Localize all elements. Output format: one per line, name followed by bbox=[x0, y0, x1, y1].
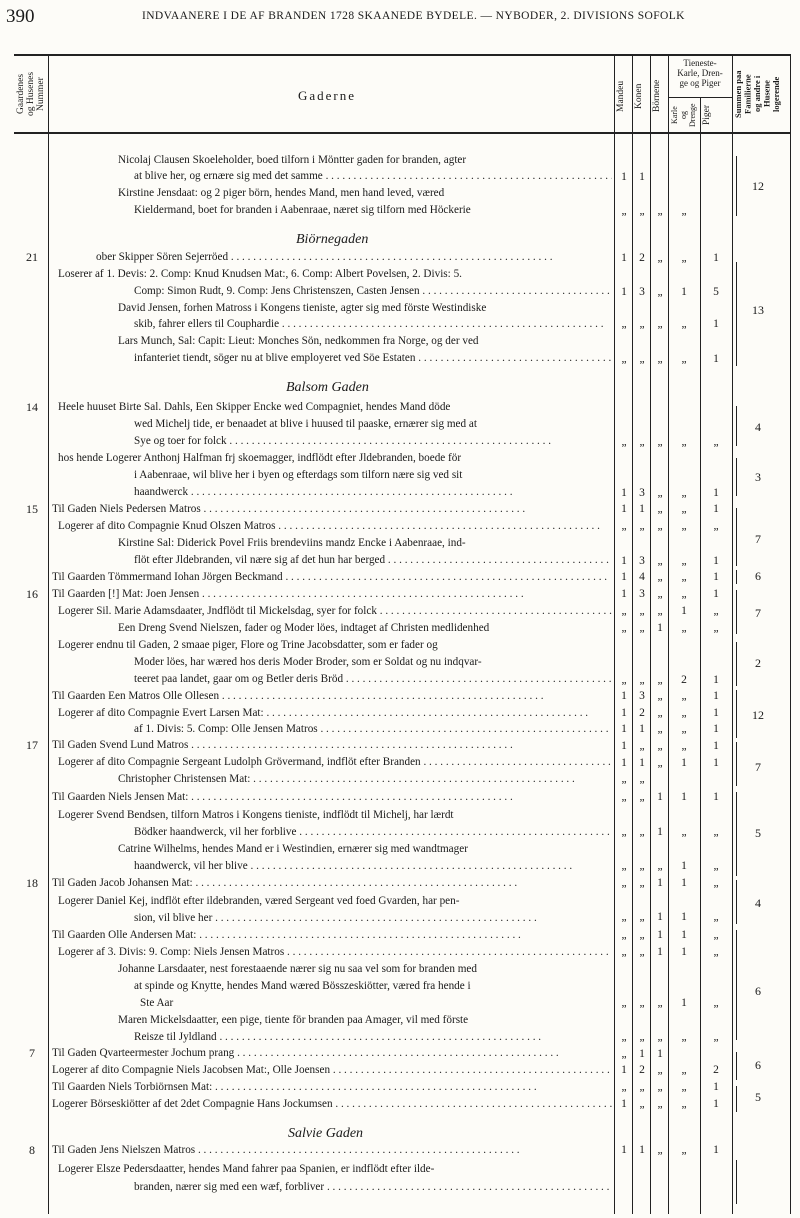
col-rule-girls bbox=[732, 54, 733, 1214]
header-girls: Piger bbox=[702, 104, 712, 126]
row-total: 5 bbox=[755, 826, 761, 840]
count-cell: 1 bbox=[621, 1064, 627, 1076]
col-rule-house bbox=[48, 54, 49, 1214]
entry-line: sion, vil blive her . . . bbox=[134, 911, 612, 926]
entry-line: Een Dreng Svend Nielszen, fader og Moder löes, indtaget af Christen medlidenhed bbox=[118, 622, 490, 634]
count-cell: „ bbox=[639, 773, 645, 785]
count-cell: „ bbox=[621, 1081, 627, 1093]
count-cell: „ bbox=[657, 690, 663, 702]
bracket-line bbox=[736, 1160, 742, 1204]
header-children: Börnene bbox=[652, 79, 662, 113]
count-cell: „ bbox=[639, 911, 645, 923]
count-cell: 1 bbox=[639, 1144, 645, 1156]
count-cell: „ bbox=[713, 826, 719, 838]
count-cell: „ bbox=[621, 622, 627, 634]
entry-line: Reisze til Jyldland . . . bbox=[134, 1030, 612, 1045]
count-cell: 1 bbox=[713, 707, 719, 719]
count-cell: „ bbox=[657, 520, 663, 532]
entry-line: Til Gaden Niels Pedersen Matros . . . bbox=[52, 502, 612, 517]
count-cell: „ bbox=[639, 997, 645, 1009]
count-cell: „ bbox=[713, 520, 719, 532]
entry-line: Kirstine Jensdaat: og 2 piger börn, hendes Mand, men hand leved, væred bbox=[118, 187, 445, 199]
top-rule bbox=[14, 54, 791, 56]
entry-line: haandwerck, vil her blive . . . bbox=[134, 859, 612, 874]
count-cell: „ bbox=[657, 286, 663, 298]
count-cell: „ bbox=[639, 436, 645, 448]
page-number: 390 bbox=[6, 6, 35, 27]
entry-line: Loserer af 1. Devis: 2. Comp: Knud Knudsen Mat:, 6. Comp: Albert Povelsen, 2. Divis: 5. bbox=[58, 268, 462, 280]
row-total: 5 bbox=[755, 1090, 761, 1104]
count-cell: 1 bbox=[657, 791, 663, 803]
count-cell: „ bbox=[681, 503, 687, 515]
count-cell: 1 bbox=[713, 503, 719, 515]
count-cell: „ bbox=[639, 791, 645, 803]
row-total: 12 bbox=[752, 708, 764, 722]
count-cell: „ bbox=[681, 1081, 687, 1093]
entry-line: Comp: Simon Rudt, 9. Comp: Jens Christenszen, Casten Jensen . . . bbox=[134, 284, 612, 299]
count-cell: „ bbox=[621, 791, 627, 803]
entry-line: Logerer af dito Compagnie Niels Jacobsen Mat:, Olle Joensen . . . bbox=[52, 1063, 612, 1078]
servants-group-rule bbox=[668, 97, 732, 98]
entry-line: Til Gaden Jacob Johansen Mat: . . . bbox=[52, 876, 612, 891]
row-total: 6 bbox=[755, 569, 761, 583]
entry-line: David Jensen, forhen Matross i Kongens tieniste, agter sig med förste Westindiske bbox=[118, 302, 487, 314]
count-cell: 3 bbox=[639, 588, 645, 600]
count-cell: „ bbox=[639, 674, 645, 686]
entry-line: i Aabenraae, wil blive her i byen og efterdags som tilforn nære sig ved sit bbox=[134, 469, 463, 481]
count-cell: 1 bbox=[713, 487, 719, 499]
count-cell: 1 bbox=[621, 757, 627, 769]
count-cell: „ bbox=[621, 436, 627, 448]
entry-line: Logerer af dito Compagnie Sergeant Ludolph Grövermand, indflöt efter Branden . . . bbox=[58, 755, 612, 770]
count-cell: „ bbox=[657, 588, 663, 600]
count-cell: „ bbox=[621, 997, 627, 1009]
count-cell: „ bbox=[657, 353, 663, 365]
entry-line: Logerer af dito Compagnie Evert Larsen Mat: . . . bbox=[58, 706, 612, 721]
count-cell: „ bbox=[657, 997, 663, 1009]
count-cell: „ bbox=[621, 605, 627, 617]
count-cell: „ bbox=[681, 353, 687, 365]
count-cell: „ bbox=[639, 1098, 645, 1110]
entry-line: hos hende Logerer Anthonj Halfman frj skoemagger, indflödt efter Jldebranden, boede för bbox=[58, 452, 462, 464]
count-cell: „ bbox=[681, 252, 687, 264]
count-cell: „ bbox=[681, 1064, 687, 1076]
row-total: 4 bbox=[755, 420, 761, 434]
count-cell: „ bbox=[713, 946, 719, 958]
count-cell: 1 bbox=[621, 571, 627, 583]
header-men: Mandeu bbox=[616, 80, 626, 112]
count-cell: „ bbox=[657, 318, 663, 330]
count-cell: 1 bbox=[713, 791, 719, 803]
header-bottom-rule bbox=[14, 132, 791, 134]
count-cell: 1 bbox=[639, 503, 645, 515]
count-cell: 1 bbox=[681, 929, 687, 941]
house-number: 17 bbox=[26, 738, 38, 752]
count-cell: „ bbox=[639, 860, 645, 872]
count-cell: 1 bbox=[681, 860, 687, 872]
count-cell: „ bbox=[657, 674, 663, 686]
count-cell: „ bbox=[621, 860, 627, 872]
count-cell: „ bbox=[657, 436, 663, 448]
count-cell: „ bbox=[639, 205, 645, 217]
count-cell: „ bbox=[681, 826, 687, 838]
count-cell: 3 bbox=[639, 555, 645, 567]
entry-line: Logerer Svend Bendsen, tilforn Matros i Kongens tieniste, indflödt til Michelj, har lærdt bbox=[58, 809, 454, 821]
running-header: INDVAANERE I DE AF BRANDEN 1728 SKAANEDE BYDELE. — NYBODER, 2. DIVISIONS SOFOLK bbox=[142, 10, 685, 22]
count-cell: 1 bbox=[657, 877, 663, 889]
count-cell: „ bbox=[621, 929, 627, 941]
count-cell: 1 bbox=[639, 757, 645, 769]
count-cell: „ bbox=[639, 1081, 645, 1093]
count-cell: „ bbox=[657, 571, 663, 583]
count-cell: „ bbox=[681, 318, 687, 330]
count-cell: 1 bbox=[713, 555, 719, 567]
count-cell: 1 bbox=[681, 997, 687, 1009]
count-cell: „ bbox=[681, 588, 687, 600]
house-number: 8 bbox=[29, 1143, 35, 1157]
header-servants-group: Tieneste- Karle, Dren- ge og Piger bbox=[677, 58, 723, 88]
count-cell: 1 bbox=[621, 1144, 627, 1156]
house-number: 16 bbox=[26, 587, 38, 601]
count-cell: 3 bbox=[639, 286, 645, 298]
count-cell: 1 bbox=[713, 318, 719, 330]
entry-line: Logerer Sil. Marie Adamsdaater, Jndflödt til Mickelsdag, syer for folck . . . bbox=[58, 604, 612, 619]
count-cell: „ bbox=[713, 860, 719, 872]
entry-line: Logerer Elsze Pedersdaatter, hendes Mand fahrer paa Spanien, er indflödt efter ilde- bbox=[58, 1163, 435, 1175]
count-cell: 1 bbox=[713, 740, 719, 752]
row-total: 12 bbox=[752, 179, 764, 193]
entry-line: Til Gaden Qvarteermester Jochum prang . . . bbox=[52, 1046, 612, 1061]
count-cell: 2 bbox=[713, 1064, 719, 1076]
count-cell: „ bbox=[713, 911, 719, 923]
entry-line: wed Michelj tide, er benaadet at blive i huused til paaske, ernærer sig med at bbox=[134, 418, 477, 430]
count-cell: 1 bbox=[621, 252, 627, 264]
entry-line: Til Gaarden Een Matros Olle Ollesen . . . bbox=[52, 689, 612, 704]
count-cell: 1 bbox=[657, 1048, 663, 1060]
entry-line: at blive her, og ernære sig med det samme . . . bbox=[134, 169, 612, 184]
entry-line: Bödker haandwerck, vil her forblive . . . bbox=[134, 825, 612, 840]
house-number: 14 bbox=[26, 400, 38, 414]
count-cell: 2 bbox=[639, 252, 645, 264]
count-cell: 1 bbox=[713, 1081, 719, 1093]
count-cell: 1 bbox=[621, 723, 627, 735]
count-cell: „ bbox=[713, 997, 719, 1009]
count-cell: „ bbox=[657, 1144, 663, 1156]
count-cell: „ bbox=[639, 946, 645, 958]
count-cell: „ bbox=[657, 1081, 663, 1093]
count-cell: 1 bbox=[713, 1144, 719, 1156]
count-cell: 1 bbox=[621, 690, 627, 702]
count-cell: „ bbox=[657, 252, 663, 264]
count-cell: 1 bbox=[713, 757, 719, 769]
house-number: 7 bbox=[29, 1046, 35, 1060]
entry-line: Logerer Börseskiötter af det 2det Compagnie Hans Jockumsen . . . bbox=[52, 1097, 612, 1112]
count-cell: „ bbox=[681, 707, 687, 719]
count-cell: 1 bbox=[621, 171, 627, 183]
count-cell: 1 bbox=[713, 588, 719, 600]
count-cell: „ bbox=[657, 1098, 663, 1110]
count-cell: „ bbox=[621, 520, 627, 532]
count-cell: „ bbox=[681, 622, 687, 634]
row-total: 2 bbox=[755, 656, 761, 670]
count-cell: 1 bbox=[639, 723, 645, 735]
entry-line: Til Gaarden Niels Jensen Mat: . . . bbox=[52, 790, 612, 805]
count-cell: „ bbox=[621, 946, 627, 958]
count-cell: „ bbox=[639, 877, 645, 889]
entry-line: Kirstine Sal: Diderick Povel Friis brendeviins mandz Encke i Aabenraae, ind- bbox=[118, 537, 466, 549]
row-total: 6 bbox=[755, 984, 761, 998]
count-cell: „ bbox=[621, 1048, 627, 1060]
count-cell: „ bbox=[639, 520, 645, 532]
col-rule-boys bbox=[700, 98, 701, 1214]
count-cell: „ bbox=[639, 1031, 645, 1043]
count-cell: „ bbox=[657, 503, 663, 515]
count-cell: 1 bbox=[621, 707, 627, 719]
count-cell: „ bbox=[681, 205, 687, 217]
count-cell: „ bbox=[713, 1031, 719, 1043]
count-cell: „ bbox=[621, 318, 627, 330]
count-cell: „ bbox=[657, 605, 663, 617]
entry-line: Johanne Larsdaater, nest forestaaende nærer sig nu saa vel som for branden med bbox=[118, 963, 477, 975]
count-cell: 2 bbox=[639, 707, 645, 719]
entry-line: Logerer Daniel Kej, indflöt efter ildebranden, væred Sergeant ved foed Gvarden, har pen- bbox=[58, 895, 460, 907]
count-cell: 1 bbox=[681, 791, 687, 803]
entry-line: Til Gaarden Olle Andersen Mat: . . . bbox=[52, 928, 612, 943]
count-cell: 1 bbox=[657, 826, 663, 838]
entry-line: haandwerck . . . bbox=[134, 485, 612, 500]
count-cell: 1 bbox=[713, 571, 719, 583]
count-cell: „ bbox=[657, 740, 663, 752]
count-cell: „ bbox=[681, 1144, 687, 1156]
entry-line: af 1. Divis: 5. Comp: Olle Jensen Matros . . . bbox=[134, 722, 612, 737]
entry-line: Logerer endnu til Gaden, 2 smaae piger, Flore og Trine Jacobsdatter, som er fader og bbox=[58, 639, 438, 651]
count-cell: „ bbox=[621, 773, 627, 785]
count-cell: „ bbox=[713, 929, 719, 941]
count-cell: „ bbox=[657, 487, 663, 499]
count-cell: 1 bbox=[681, 286, 687, 298]
entry-line: Lars Munch, Sal: Capit: Lieut: Monches Sön, nedkommen fra Norge, og der ved bbox=[118, 335, 479, 347]
count-cell: „ bbox=[681, 690, 687, 702]
count-cell: 1 bbox=[713, 353, 719, 365]
entry-line: Moder löes, har wæred hos deris Moder Broder, som er Soldat og nu indqvar- bbox=[134, 656, 482, 668]
section-balsom-gaden: Balsom Gaden bbox=[286, 380, 369, 395]
entry-line: Heele huuset Birte Sal. Dahls, Een Skipper Encke wed Compagniet, hendes Mand döde bbox=[58, 401, 451, 413]
entry-line: branden, nærer sig med een wæf, forbliver . . . bbox=[134, 1180, 612, 1195]
count-cell: 1 bbox=[621, 1098, 627, 1110]
count-cell: „ bbox=[657, 555, 663, 567]
header-streets: Gaderne bbox=[298, 88, 357, 103]
count-cell: 1 bbox=[657, 911, 663, 923]
count-cell: „ bbox=[713, 436, 719, 448]
entry-line: Christopher Christensen Mat: . . . bbox=[118, 772, 612, 787]
entry-line: teeret paa landet, gaar om og Betler deris Bröd . . . bbox=[134, 672, 612, 687]
section-salvie-gaden: Salvie Gaden bbox=[288, 1126, 364, 1141]
count-cell: 1 bbox=[681, 946, 687, 958]
count-cell: 2 bbox=[681, 674, 687, 686]
count-cell: 3 bbox=[639, 690, 645, 702]
count-cell: „ bbox=[681, 555, 687, 567]
entry-line: Logerer af dito Compagnie Knud Olszen Matros . . . bbox=[58, 519, 612, 534]
entry-line: Til Gaarden [!] Mat: Joen Jensen . . . bbox=[52, 587, 612, 602]
count-cell: „ bbox=[621, 877, 627, 889]
header-women: Konen bbox=[634, 83, 644, 109]
count-cell: 1 bbox=[681, 877, 687, 889]
entry-line: Til Gaden Jens Nielszen Matros . . . bbox=[52, 1143, 612, 1158]
count-cell: „ bbox=[681, 436, 687, 448]
count-cell: „ bbox=[713, 605, 719, 617]
entry-line: ober Skipper Sören Sejerröed . . . bbox=[96, 250, 612, 265]
count-cell: „ bbox=[713, 622, 719, 634]
count-cell: „ bbox=[681, 520, 687, 532]
count-cell: 2 bbox=[639, 1064, 645, 1076]
count-cell: „ bbox=[621, 1031, 627, 1043]
count-cell: „ bbox=[713, 877, 719, 889]
right-rule bbox=[790, 54, 791, 1214]
row-total: 4 bbox=[755, 896, 761, 910]
header-boys: Karle og Drenge bbox=[670, 103, 697, 127]
count-cell: 1 bbox=[639, 1048, 645, 1060]
count-cell: „ bbox=[681, 723, 687, 735]
count-cell: 1 bbox=[621, 740, 627, 752]
count-cell: 1 bbox=[657, 929, 663, 941]
count-cell: „ bbox=[621, 353, 627, 365]
count-cell: „ bbox=[639, 605, 645, 617]
entry-line: Nicolaj Clausen Skoeleholder, boed tilforn i Möntter gaden for branden, agter bbox=[118, 154, 467, 166]
count-cell: 5 bbox=[713, 286, 719, 298]
entry-line: skib, fahrer ellers til Couphardie . . . bbox=[134, 317, 612, 332]
entry-line: Logerer af 3. Divis: 9. Comp: Niels Jensen Matros . . . bbox=[58, 945, 612, 960]
row-total: 7 bbox=[755, 606, 761, 620]
entry-line: infanteriet tiendt, söger nu at blive employeret ved Söe Estaten . . . bbox=[134, 351, 612, 366]
count-cell: „ bbox=[621, 205, 627, 217]
count-cell: 1 bbox=[713, 674, 719, 686]
row-total: 6 bbox=[755, 1058, 761, 1072]
count-cell: 1 bbox=[681, 911, 687, 923]
count-cell: „ bbox=[657, 205, 663, 217]
entry-line: Catrine Wilhelms, hendes Mand er i Westindien, ernærer sig med wandtmager bbox=[118, 843, 468, 855]
row-total: 7 bbox=[755, 760, 761, 774]
count-cell: „ bbox=[621, 674, 627, 686]
entry-line: Kieldermand, boet for branden i Aabenraae, næret sig tilforn med Höckerie bbox=[134, 204, 471, 216]
count-cell: „ bbox=[681, 571, 687, 583]
count-cell: „ bbox=[681, 1098, 687, 1110]
count-cell: „ bbox=[681, 487, 687, 499]
count-cell: „ bbox=[621, 911, 627, 923]
house-number: 21 bbox=[26, 250, 38, 264]
count-cell: 1 bbox=[713, 723, 719, 735]
count-cell: „ bbox=[639, 929, 645, 941]
count-cell: 1 bbox=[681, 605, 687, 617]
entry-line: Ste Aar bbox=[140, 997, 174, 1009]
header-total: Summen paa Familierne og andre i Husene logerende bbox=[733, 70, 781, 118]
count-cell: „ bbox=[639, 318, 645, 330]
row-total: 7 bbox=[755, 532, 761, 546]
count-cell: 1 bbox=[639, 171, 645, 183]
count-cell: 1 bbox=[657, 946, 663, 958]
count-cell: 1 bbox=[621, 588, 627, 600]
count-cell: „ bbox=[657, 860, 663, 872]
count-cell: „ bbox=[657, 1031, 663, 1043]
entry-line: Til Gaarden Tömmermand Iohan Jörgen Beckmand . . . bbox=[52, 570, 612, 585]
section-biornegaden: Biörnegaden bbox=[296, 232, 369, 247]
count-cell: „ bbox=[657, 707, 663, 719]
count-cell: „ bbox=[657, 1064, 663, 1076]
count-cell: 1 bbox=[621, 555, 627, 567]
count-cell: 1 bbox=[621, 503, 627, 515]
count-cell: 4 bbox=[639, 571, 645, 583]
entry-line: Sye og toer for folck . . . bbox=[134, 434, 612, 449]
entry-line: Maren Mickelsdaatter, een pige, tiente för branden paa Amager, vil med förste bbox=[118, 1014, 469, 1026]
count-cell: 1 bbox=[621, 286, 627, 298]
count-cell: „ bbox=[657, 757, 663, 769]
row-total: 13 bbox=[752, 303, 764, 317]
count-cell: „ bbox=[621, 826, 627, 838]
entry-line: flöt efter Jldebranden, vil nære sig af det hun har berged . . . bbox=[134, 553, 612, 568]
count-cell: „ bbox=[639, 353, 645, 365]
count-cell: 1 bbox=[681, 757, 687, 769]
count-cell: 1 bbox=[713, 252, 719, 264]
entry-line: Til Gaarden Niels Torbiörnsen Mat: . . . bbox=[52, 1080, 612, 1095]
count-cell: „ bbox=[639, 826, 645, 838]
header-house-number: Gaardenes og Husenes Nummer bbox=[16, 71, 46, 117]
entry-line: at spinde og Knytte, hendes Mand wæred Bösszeskiötter, væred fra hende i bbox=[134, 980, 471, 992]
count-cell: 1 bbox=[657, 622, 663, 634]
count-cell: 1 bbox=[713, 690, 719, 702]
count-cell: 3 bbox=[639, 487, 645, 499]
count-cell: „ bbox=[657, 723, 663, 735]
count-cell: „ bbox=[639, 622, 645, 634]
count-cell: „ bbox=[681, 1031, 687, 1043]
house-number: 15 bbox=[26, 502, 38, 516]
entry-line: Til Gaden Svend Lund Matros . . . bbox=[52, 738, 612, 753]
count-cell: 1 bbox=[621, 487, 627, 499]
row-total: 3 bbox=[755, 470, 761, 484]
house-number: 18 bbox=[26, 876, 38, 890]
count-cell: „ bbox=[639, 740, 645, 752]
count-cell: 1 bbox=[713, 1098, 719, 1110]
count-cell: „ bbox=[681, 740, 687, 752]
